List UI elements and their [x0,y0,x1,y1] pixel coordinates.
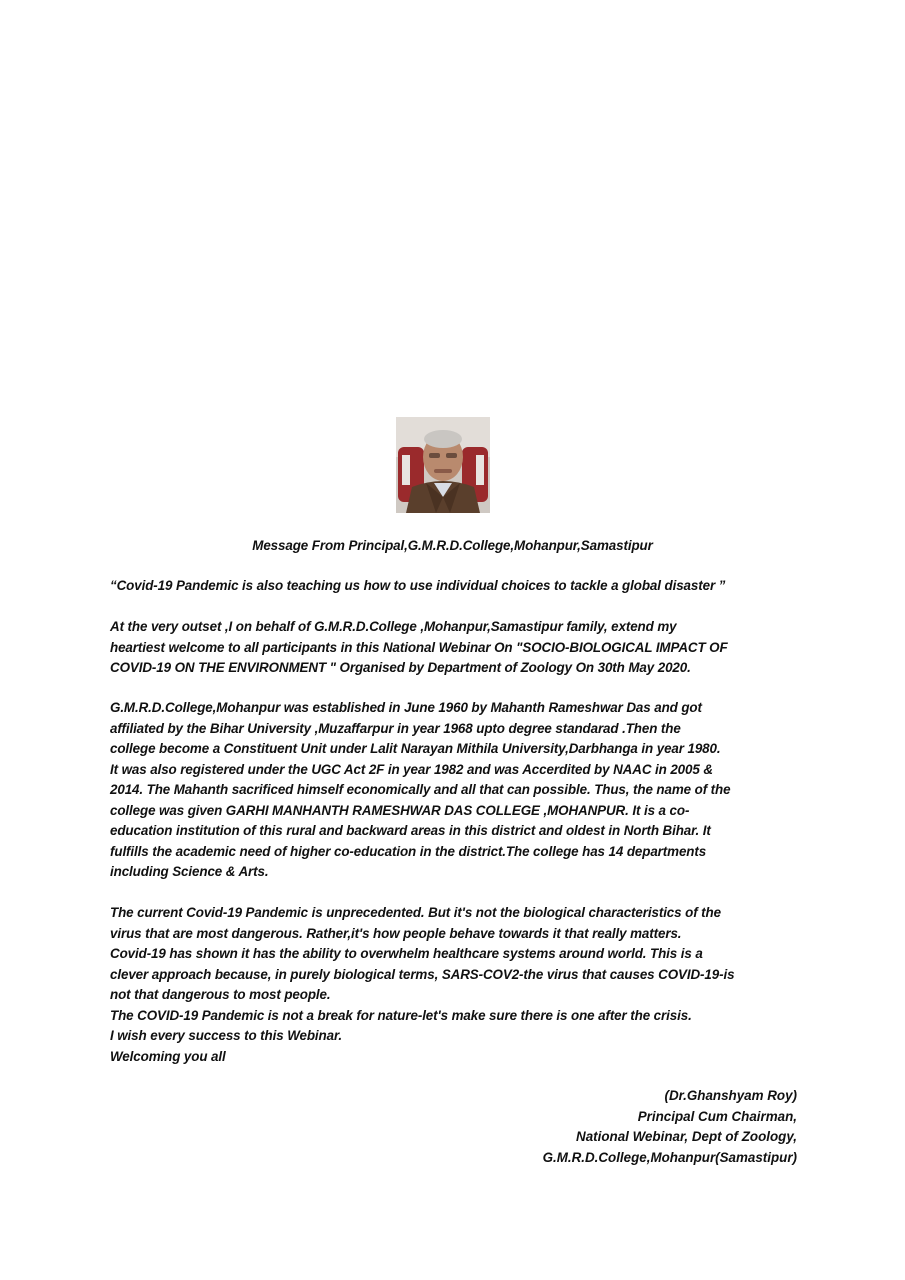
paragraph-line: At the very outset ,I on behalf of G.M.R.D.College ,Mohanpur,Samastipur family, extend my [110,619,677,634]
page-title: Message From Principal,G.M.R.D.College,Mohanpur,Samastipur [252,538,653,553]
paragraph-line: I wish every success to this Webinar. [110,1028,342,1043]
principal-photo [396,417,490,513]
quote-text: “Covid-19 Pandemic is also teaching us how to use individual choices to tackle a global disaster ” [110,578,726,593]
signature-event: National Webinar, Dept of Zoology, [576,1129,797,1144]
paragraph-line: including Science & Arts. [110,864,269,879]
covid-message-paragraph [110,903,800,1067]
paragraph-line: Covid-19 has shown it has the ability to overwhelm healthcare systems around world. This is a [110,946,703,961]
signature-college: G.M.R.D.College,Mohanpur(Samastipur) [542,1149,797,1165]
paragraph-line: virus that are most dangerous. Rather,it's how people behave towards it that really matters. [110,925,682,941]
paragraph-line: college was given GARHI MANHANTH RAMESHWAR DAS COLLEGE ,MOHANPUR. It is a co- [110,802,690,818]
paragraph-line: affiliated by the Bihar University ,Muzaffarpur in year 1968 upto degree standarad .Then the [110,720,681,736]
paragraph-line: college become a Constituent Unit under Lalit Narayan Mithila University,Darbhanga in year 1980. [110,741,721,756]
paragraph-line: The current Covid-19 Pandemic is unprecedented. But it's not the biological characteristics of the [110,905,721,920]
paragraph-line: Welcoming you all [110,1048,226,1064]
paragraph-line: COVID-19 ON THE ENVIRONMENT " Organised by Department of Zoology On 30th May 2020. [110,660,691,675]
paragraph-line: clever approach because, in purely biological terms, SARS-COV2-the virus that causes COVID-19-is [110,966,735,982]
principal-portrait-icon [396,417,490,513]
paragraph-line: fulfills the academic need of higher co-education in the district.The college has 14 departments [110,843,707,859]
paragraph-line: It was also registered under the UGC Act 2F in year 1982 and was Accerdited by NAAC in 2005 & [110,761,713,777]
welcome-paragraph [110,617,800,679]
paragraph-line: not that dangerous to most people. [110,987,331,1002]
paragraph-line: 2014. The Mahanth sacrificed himself economically and all that can possible. Thus, the name of the [110,782,731,797]
paragraph-line: education institution of this rural and backward areas in this district and oldest in North Bihar. It [110,823,711,838]
paragraph-line: heartiest welcome to all participants in this National Webinar On "SOCIO-BIOLOGICAL IMPACT OF [110,639,728,655]
signature-role: Principal Cum Chairman, [637,1108,797,1124]
signature-block [543,1086,797,1168]
paragraph-line: G.M.R.D.College,Mohanpur was established in June 1960 by Mahanth Rameshwar Das and got [110,700,702,715]
signature-name: (Dr.Ghanshyam Roy) [664,1088,797,1103]
college-history-paragraph [110,698,800,883]
paragraph-line: The COVID-19 Pandemic is not a break for nature-let's make sure there is one after the crisis. [110,1007,692,1023]
